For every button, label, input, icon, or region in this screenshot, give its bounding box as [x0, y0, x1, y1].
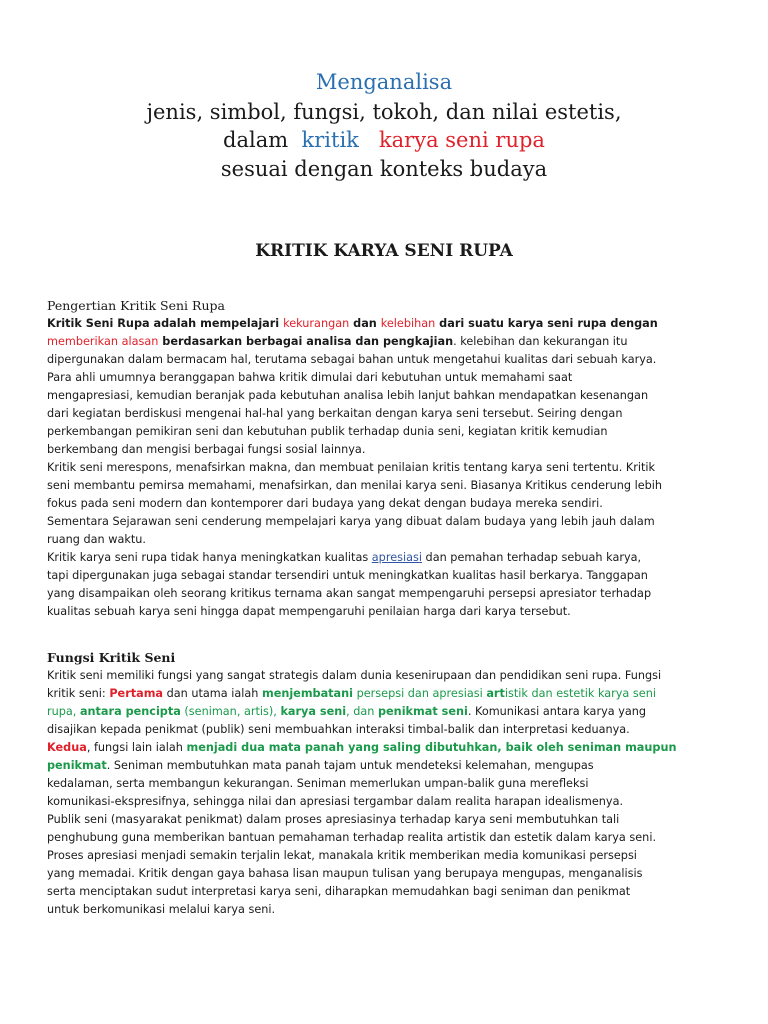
- text-line: rupa, antara pencipta (seniman, artis), karya seni, dan penikmat seni. Komunikasi antara karya yang: [47, 705, 647, 718]
- section-body-fungsi: [47, 667, 727, 919]
- text-line: komunikasi-ekspresifnya, sehingga nilai dan apresiasi tergambar dalam realita harapan idealismenya.: [47, 795, 624, 808]
- text-line: fokus pada seni modern dan kontemporer dari budaya yang dekat dengan budaya mereka sendiri.: [47, 497, 603, 510]
- text-line: yang memadai. Kritik dengan gaya bahasa lisan maupun tulisan yang berupaya mengupas, menganalisis: [47, 867, 643, 880]
- text-line: tapi dipergunakan juga sebagai standar tersendiri untuk meningkatkan kualitas hasil berkarya. Tanggapan: [47, 569, 648, 582]
- text-line: dipergunakan dalam bermacam hal, terutama sebagai bahan untuk mengetahui kualitas dari sebuah karya.: [47, 353, 657, 366]
- section-heading-pengertian: Pengertian Kritik Seni Rupa: [47, 298, 225, 313]
- text-line: berkembang dan mengisi berbagai fungsi sosial lainnya.: [47, 443, 366, 456]
- text-line: penghubung guna memberikan bantuan pemahaman terhadap realita artistik dan estetik dalam karya seni.: [47, 831, 657, 844]
- text-line: kualitas sebuah karya seni hingga dapat mempengaruhi penilaian harga dari karya tersebut.: [47, 605, 571, 618]
- text-line: memberikan alasan berdasarkan berbagai analisa dan pengkajian. kelebihan dan kekurangan itu: [47, 335, 628, 348]
- text-line: dari kegiatan berdiskusi mengenai hal-hal yang berkaitan dengan karya seni tersebut. Seiring dengan: [47, 407, 623, 420]
- text-line: yang disampaikan oleh seorang kritikus ternama akan sangat mempengaruhi persepsi apresiator terhadap: [47, 587, 652, 600]
- text-line: Kritik seni memiliki fungsi yang sangat strategis dalam dunia kesenirupaan dan pendidikan seni rupa. Fungsi: [47, 669, 662, 682]
- text-line: seni membantu pemirsa memahami, menafsirkan, dan menilai karya seni. Biasanya Kritikus cenderung lebih: [47, 479, 663, 492]
- text-line: serta menciptakan sudut interpretasi karya seni, diharapkan memudahkan bagi seniman dan penikmat: [47, 885, 631, 898]
- text-line: Publik seni (masyarakat penikmat) dalam proses apresiasinya terhadap karya seni membutuhkan tali: [47, 813, 620, 826]
- text-line: untuk berkomunikasi melalui karya seni.: [47, 903, 276, 916]
- text-line: Kritik Seni Rupa adalah mempelajari kekurangan dan kelebihan dari suatu karya seni rupa dengan: [47, 317, 658, 330]
- text-line: kedalaman, serta membangun kekurangan. Seniman memerlukan umpan-balik guna merefleksi: [47, 777, 589, 790]
- text-line: Para ahli umumnya beranggapan bahwa kritik dimulai dari kebutuhan untuk memahami saat: [47, 371, 573, 384]
- apresiasi-link[interactable]: apresiasi: [371, 551, 422, 564]
- header-dalam: dalam: [223, 128, 289, 152]
- text-line: ruang dan waktu.: [47, 533, 146, 546]
- header-karya: karya seni rupa: [378, 128, 545, 152]
- text-line: penikmat. Seniman membutuhkan mata panah tajam untuk mendeteksi kelemahan, mengupas: [47, 759, 594, 772]
- header-line-3: [0, 126, 768, 154]
- text-line: Kritik karya seni rupa tidak hanya meningkatkan kualitas apresiasi dan pemahan terhadap sebuah karya,: [47, 551, 642, 564]
- header-kritik: kritik: [301, 128, 359, 152]
- text-line: Proses apresiasi menjadi semakin terjalin lekat, manakala kritik memberikan media komunikasi persepsi: [47, 849, 637, 862]
- header-line-1: Menganalisa: [315, 70, 453, 94]
- text-line: Kritik seni merespons, menafsirkan makna, dan membuat penilaian kritis tentang karya seni tertentu. Kritik: [47, 461, 656, 474]
- header-line-2: jenis, simbol, fungsi, tokoh, dan nilai estetis,: [146, 100, 622, 124]
- page-title: KRITIK KARYA SENI RUPA: [255, 241, 513, 261]
- text-line: kritik seni: Pertama dan utama ialah menjembatani persepsi dan apresiasi artistik dan estetik karya seni: [47, 687, 656, 700]
- section-heading-fungsi: Fungsi Kritik Seni: [47, 650, 176, 665]
- section-body-pengertian: [47, 315, 727, 621]
- text-line: mengapresiasi, kemudian beranjak pada kebutuhan analisa lebih lanjut bahkan mendapatkan kesenangan: [47, 389, 649, 402]
- text-line: disajikan kepada penikmat (publik) seni membuahkan interaksi timbal-balik dan interpretasi keduanya.: [47, 723, 630, 736]
- text-line: Sementara Sejarawan seni cenderung mempelajari karya yang dibuat dalam budaya yang lebih jauh dalam: [47, 515, 655, 528]
- header-line-4: sesuai dengan konteks budaya: [220, 157, 548, 181]
- text-line: perkembangan pemikiran seni dan kebutuhan publik terhadap dunia seni, kegiatan kritik kemudian: [47, 425, 608, 438]
- text-line: Kedua, fungsi lain ialah menjadi dua mata panah yang saling dibutuhkan, baik oleh seniman maupun: [47, 741, 677, 754]
